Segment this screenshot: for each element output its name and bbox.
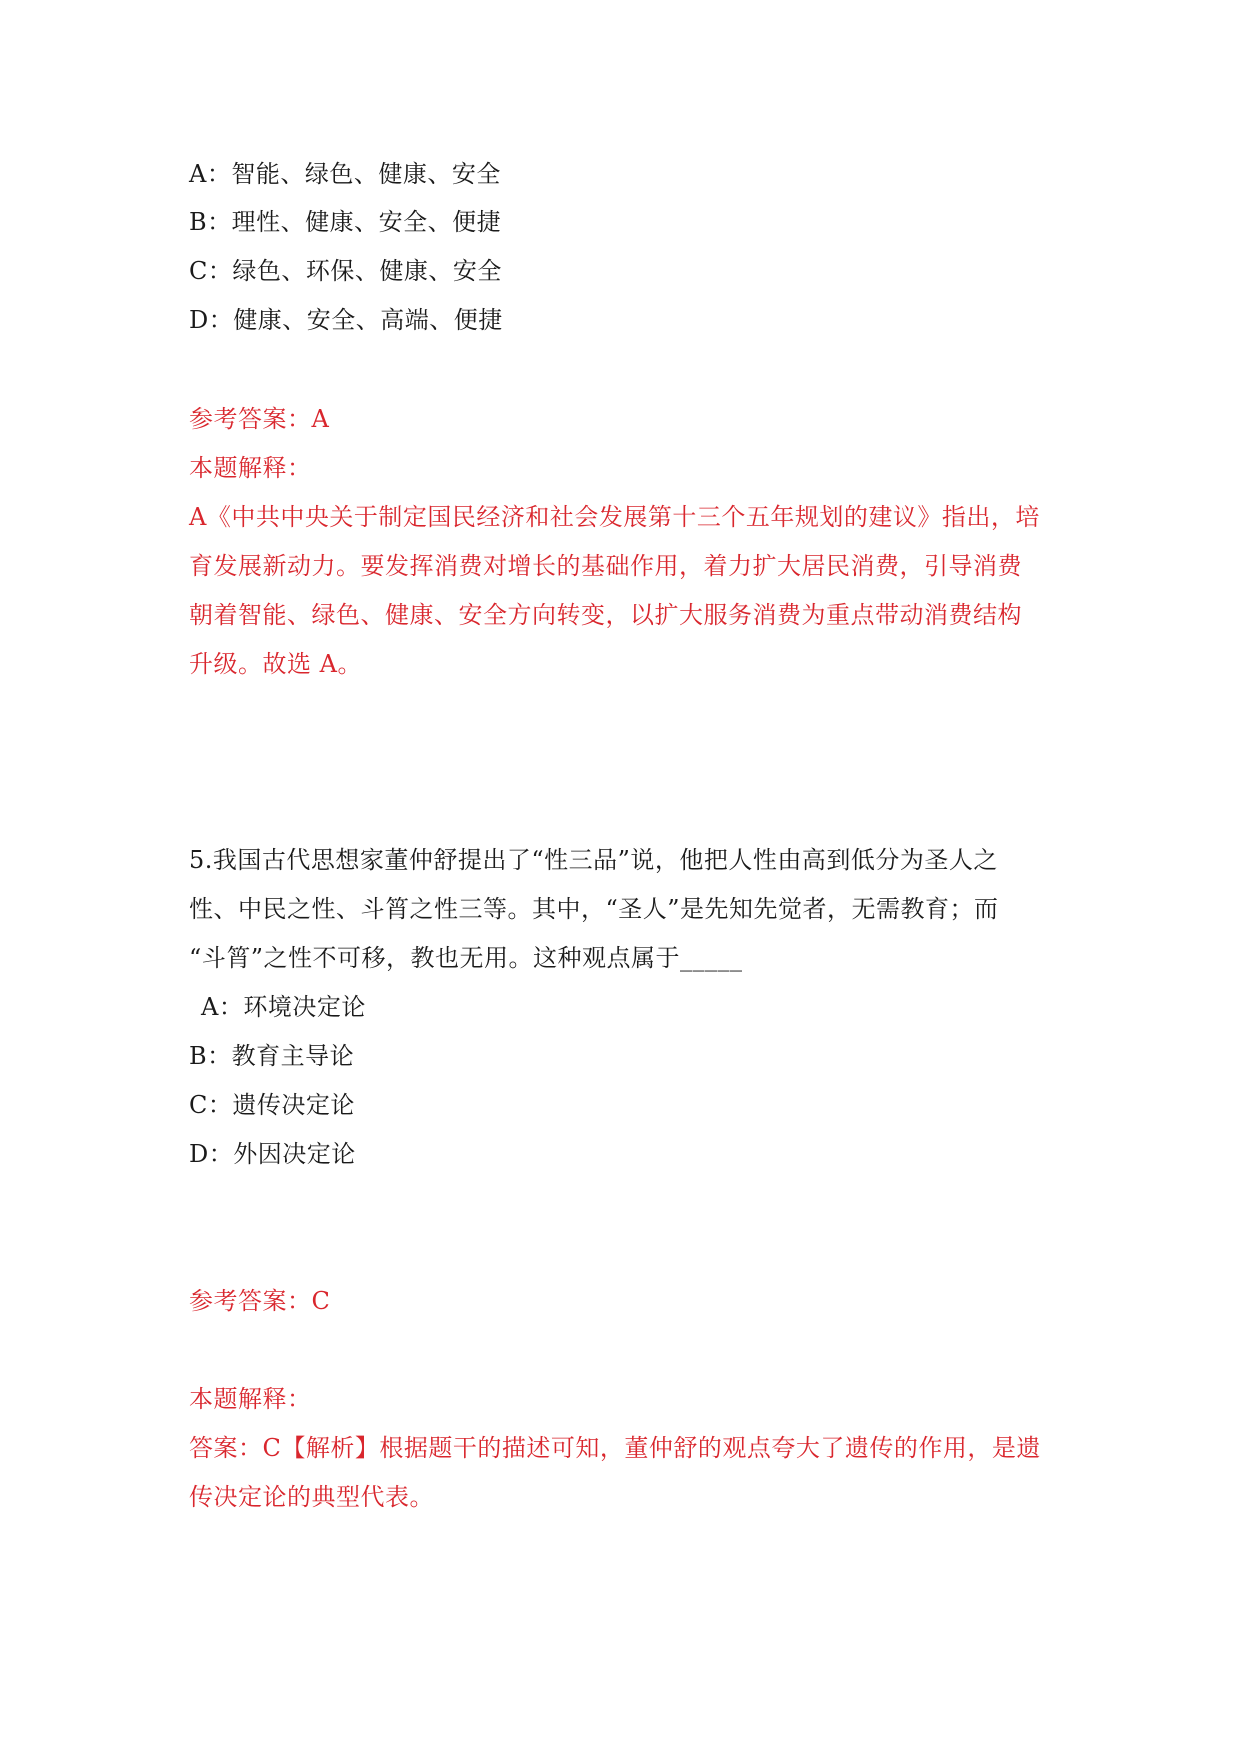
q5-option-c: C：遗传决定论 bbox=[189, 1091, 355, 1119]
q5-option-a: A：环境决定论 bbox=[201, 993, 366, 1021]
q5-question-line: 性、中民之性、斗筲之性三等。其中，“圣人”是先知先觉者，无需教育；而 bbox=[189, 895, 999, 923]
q4-answer: 参考答案：A bbox=[189, 405, 330, 433]
q5-explanation-title: 本题解释： bbox=[189, 1385, 312, 1413]
q5-explanation-line: 答案：C【解析】根据题干的描述可知，董仲舒的观点夸大了遗传的作用，是遗 bbox=[189, 1434, 1041, 1462]
q4-explanation-line: 朝着智能、绿色、健康、安全方向转变，以扩大服务消费为重点带动消费结构 bbox=[189, 601, 1022, 629]
q4-option-a: A：智能、绿色、健康、安全 bbox=[189, 160, 501, 188]
q4-option-d: D：健康、安全、高端、便捷 bbox=[189, 306, 503, 334]
q5-question-line: 5.我国古代思想家董仲舒提出了“性三品”说，他把人性由高到低分为圣人之 bbox=[189, 846, 998, 874]
q4-explanation-line: 升级。故选 A。 bbox=[189, 650, 362, 678]
q5-explanation-line: 传决定论的典型代表。 bbox=[189, 1483, 434, 1511]
q5-option-d: D：外因决定论 bbox=[189, 1140, 356, 1168]
q5-option-b: B：教育主导论 bbox=[189, 1042, 355, 1070]
q4-explanation-line: 育发展新动力。要发挥消费对增长的基础作用，着力扩大居民消费，引导消费 bbox=[189, 552, 1022, 580]
q4-explanation-title: 本题解释： bbox=[189, 454, 312, 482]
q4-option-c: C：绿色、环保、健康、安全 bbox=[189, 257, 502, 285]
q4-option-b: B：理性、健康、安全、便捷 bbox=[189, 208, 502, 236]
q5-answer: 参考答案：C bbox=[189, 1287, 331, 1315]
q5-question-line: “斗筲”之性不可移，教也无用。这种观点属于_____ bbox=[189, 944, 743, 972]
q4-explanation-line: A《中共中央关于制定国民经济和社会发展第十三个五年规划的建议》指出，培 bbox=[189, 503, 1040, 531]
